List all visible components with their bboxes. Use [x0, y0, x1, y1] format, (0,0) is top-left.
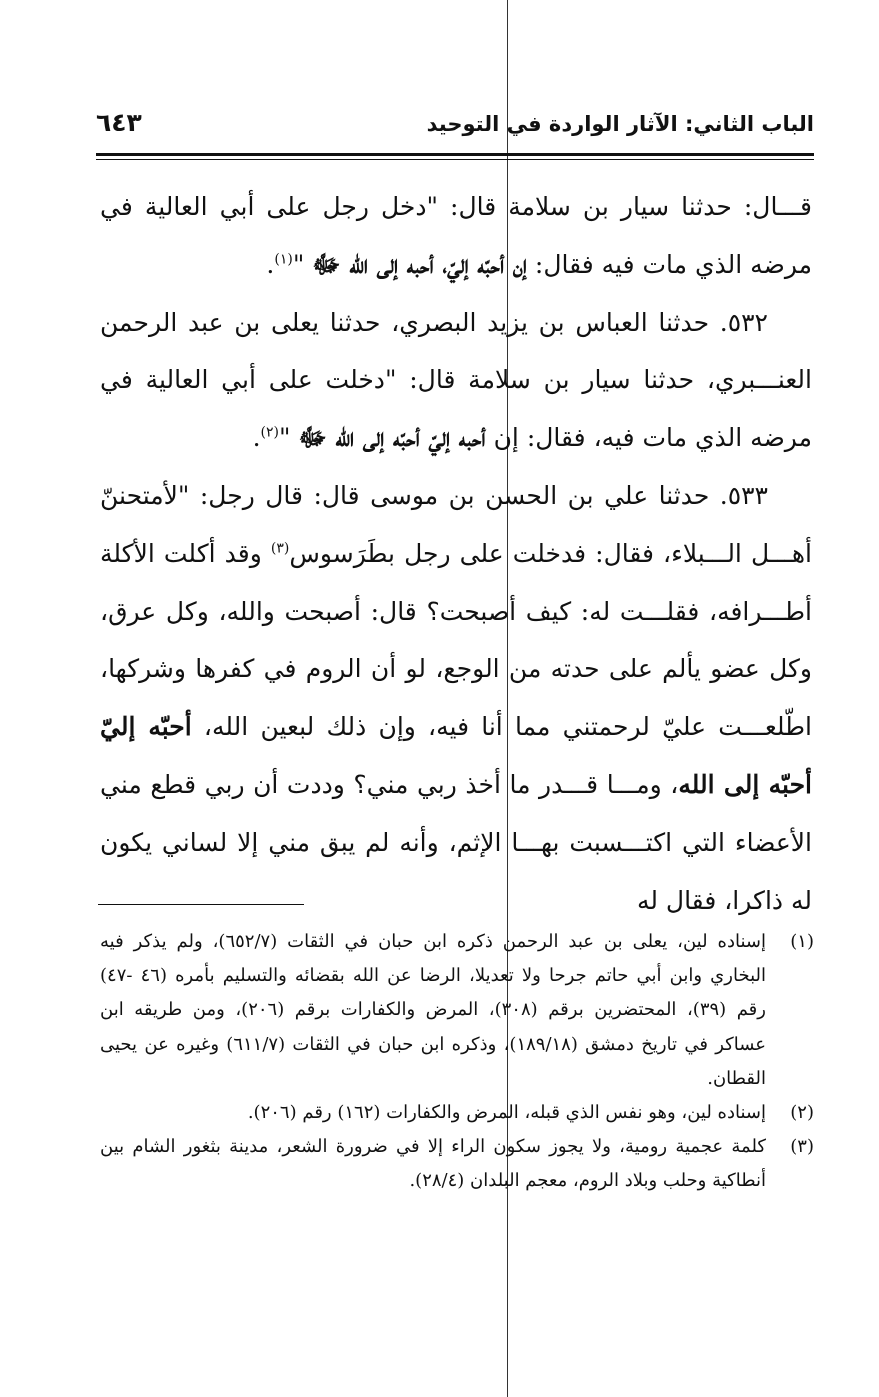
running-header: [96, 106, 814, 150]
footnote-2: [100, 1096, 814, 1130]
footnote-number: (٣): [790, 1136, 814, 1158]
emphasis-text: إن أحبّه إليّ، أحبه إلى الله ﷻ: [312, 249, 527, 279]
emphasis-text: أحبّه إليّ أحبّه إلى الله: [100, 712, 812, 799]
footnotes: [100, 925, 814, 1199]
header-rule-thin: [96, 159, 814, 160]
paragraph-532: ٥٣٢. حدثنا العباس بن يزيد البصري، حدثنا يعلى بن عبد الرحمن العنـــبري، حدثنا سيار بن سلامة قال: "دخلت على أبي العالية في مرضه الذي مات فيه، فقال: إن أحبه إليّ أحبّه إلى الله ﷻ "$^{(٢)}$.: [100, 307, 812, 453]
footnote-text: إسناده لين، وهو نفس الذي قبله، المرض والكفارات (١٦٢) رقم (٢٠٦).: [247, 1102, 766, 1124]
footnote-ref-2: (٢): [260, 424, 280, 441]
chapter-title: الباب الثاني: الآثار الواردة في التوحيد: [426, 112, 814, 136]
emphasis-text: أحبه إليّ أحبّه إلى الله ﷻ: [298, 423, 486, 453]
page-number: ٦٤٣: [96, 108, 142, 137]
footnote-3: [100, 1130, 814, 1198]
footnote-text: كلمة عجمية رومية، ولا يجوز سكون الراء إلا في ضرورة الشعر، مدينة بثغور الشام بين أنطاكية وحلب وبلاد الروم، معجم البلدان (٢٨/٤).: [100, 1136, 766, 1192]
footnote-number: (١): [790, 931, 814, 952]
footnote-1: [100, 925, 814, 1096]
footnote-text: إسناده لين، يعلى بن عبد الرحمن ذكره ابن حبان في الثقات (٦٥٢/٧)، ولم يذكر فيه البخاري وابن أبي حاتم جرحا ولا تعديلا، الرضا عن الله بقضائه والتسليم بأمره (٤٦ -٤٧) رقم (٣٩)، المحتضرين برقم (٣٠٨)، المرض والكفارات برقم (٢٠٦)، ومن طريقه ابن عساكر في تاريخ دمشق (١٨٩/١٨)، وذكره ابن حبان في الثقات (٦١١/٧) وغيره عن يحيى القطان.: [100, 931, 767, 1089]
paragraph-533: ٥٣٣. حدثنا علي بن الحسن بن موسى قال: قال رجل: "لأمتحننّ أهـــل الـــبلاء، فقال: فدخلت على رجل بطَرَسوس$^{(٣)}$ وقد أكلت الأكلة أطـــرافه، فقلـــت له: كيف أصبحت؟ قال: أصبحت والله، وكل عرق، وكل عضو يألم على حدته من الوجع، لو أن الروم في كفرها وشركها، اطّلعـــت عليّ لرحمتني مما أنا فيه، وإن ذلك لبعين الله، أحبّه إليّ أحبّه إلى الله، ومـــا قـــدر ما أخذ ربي مني؟ وددت أن ربي قطع مني الأعضاء التي اكتـــسبت بهـــا الإثم، وأنه لم يبق مني إلا لساني يكون له ذاكرا، فقال له: [100, 480, 813, 915]
footnote-number: (٢): [790, 1102, 814, 1124]
paragraph-continuation: قـــال: حدثنا سيار بن سلامة قال: "دخل رجل على أبي العالية في مرضه الذي مات فيه فقال: إن أحبّه إليّ، أحبه إلى الله ﷻ "$^{(١)}$.: [100, 192, 812, 279]
footnote-ref-3: (٣): [270, 540, 290, 557]
footnote-separator: [98, 904, 304, 905]
footnote-ref-1: (١): [274, 251, 293, 268]
main-text: [100, 178, 812, 929]
header-rule-thick: [96, 153, 814, 156]
